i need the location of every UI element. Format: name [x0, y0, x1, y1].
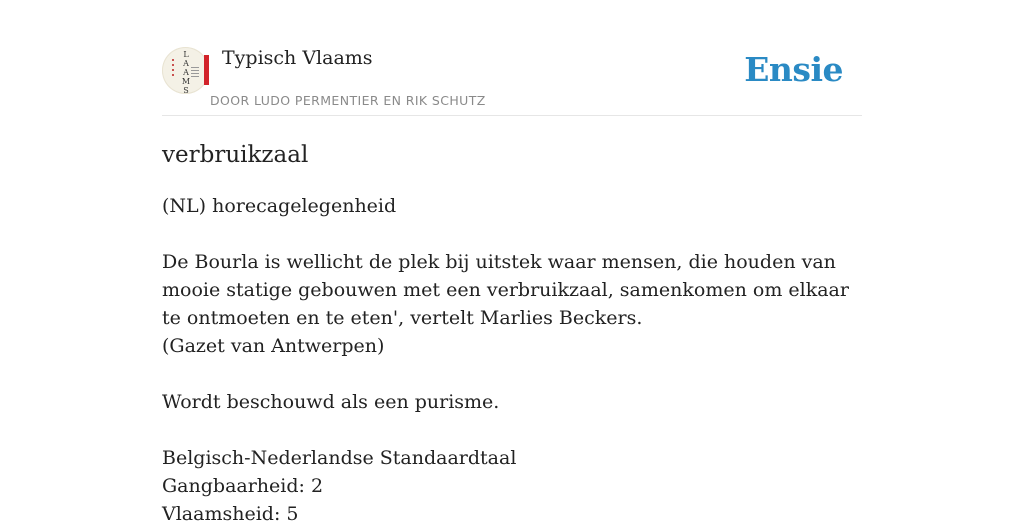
entry-register: Belgisch-Nederlandse Standaardtaal	[162, 447, 517, 469]
entry-note: Wordt beschouwd als een purisme.	[162, 391, 500, 413]
avatar-letter: M	[181, 77, 191, 86]
entry-vlaamsheid: Vlaamsheid: 5	[162, 503, 299, 525]
avatar[interactable]	[162, 47, 209, 94]
avatar-decoration	[172, 59, 174, 79]
publication-authors: DOOR LUDO PERMENTIER EN RIK SCHUTZ	[210, 93, 486, 108]
avatar-letter: A	[183, 59, 189, 68]
entry-body	[162, 192, 862, 528]
entry-definition: (NL) horecagelegenheid	[162, 195, 397, 217]
spacer	[162, 220, 862, 248]
avatar-red-bar	[204, 55, 209, 85]
avatar-letter: A	[183, 68, 189, 77]
avatar-decoration	[191, 67, 199, 77]
spacer	[162, 416, 862, 444]
avatar-letter: S	[183, 86, 189, 95]
brand-logo[interactable]: Ensie	[744, 50, 843, 89]
avatar-letter: L	[183, 50, 189, 59]
header	[162, 0, 862, 116]
entry-gangbaarheid: Gangbaarheid: 2	[162, 475, 324, 497]
publication-title[interactable]: Typisch Vlaams	[222, 47, 373, 69]
entry-title: verbruikzaal	[162, 142, 309, 168]
entry-example-source: (Gazet van Antwerpen)	[162, 335, 385, 357]
spacer	[162, 360, 862, 388]
entry-example: De Bourla is wellicht de plek bij uitstek waar mensen, die houden van mooie statige gebouwen met een verbruikzaal, samenkomen om elkaar te ontmoeten en te eten', vertelt Marlies Beckers.	[162, 251, 849, 329]
page-container	[162, 0, 862, 525]
